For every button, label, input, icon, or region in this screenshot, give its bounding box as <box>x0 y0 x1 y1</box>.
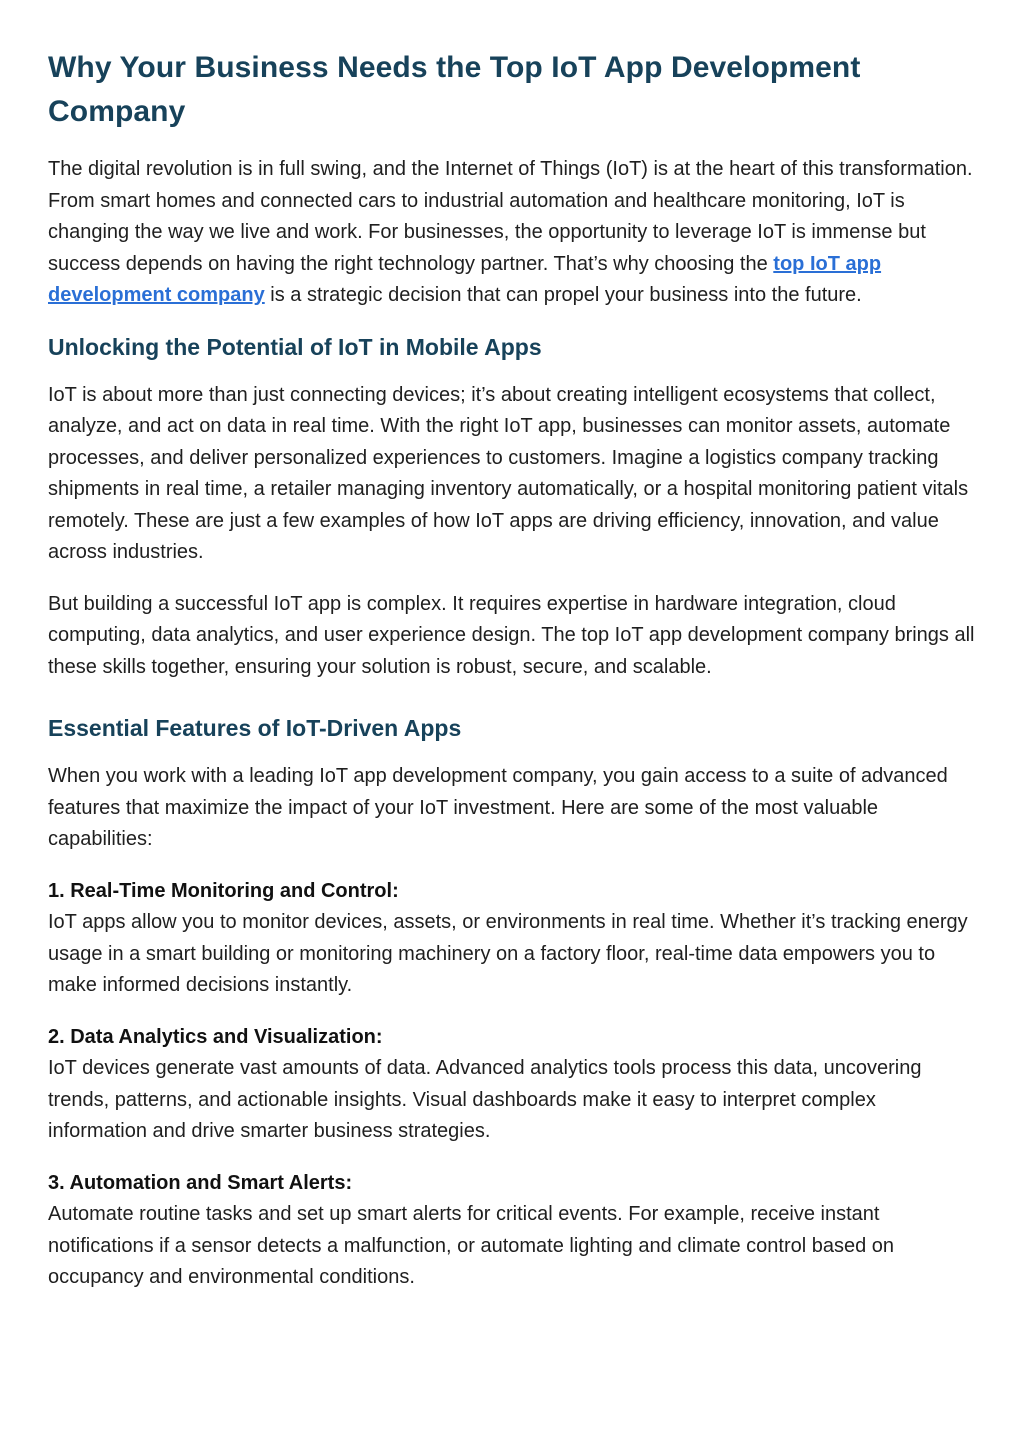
section2-intro-paragraph: When you work with a leading IoT app development company, you gain access to a suite of advanced features that maximize the impact of your IoT investment. Here are some of the most valuable capabilities: <box>48 765 948 850</box>
top-iot-company-link[interactable]: top IoT app development company <box>48 252 882 306</box>
intro-text-before-link: The digital revolution is in full swing, and the Internet of Things (IoT) is at the heart of this transformation. From smart homes and connected cars to industrial automation and healthcare monitoring, IoT is changing the way we live and work. For businesses, the opportunity to leverage IoT is immense but success depends on having the right technology partner. That’s why choosing the <box>48 158 973 275</box>
intro-text-after-link: is a strategic decision that can propel your business into the future. <box>264 284 862 306</box>
feature-title: 3. Automation and Smart Alerts: <box>48 1171 353 1194</box>
section-heading-unlocking-potential: Unlocking the Potential of IoT in Mobile Apps <box>48 333 542 360</box>
section1-paragraph: IoT is about more than just connecting devices; it’s about creating intelligent ecosystems that collect, analyze, and act on data in real time. With the right IoT app, businesses can monitor assets, automate processes, and deliver personalized experiences to customers. Imagine a logistics company tracking shipments in real time, a retailer managing inventory automatically, or a hospital monitoring patient vitals remotely. These are just a few examples of how IoT apps are driving efficiency, innovation, and value across industries. <box>48 383 969 563</box>
page-title: Why Your Business Needs the Top IoT App Development Company <box>48 51 861 128</box>
section1-paragraph: But building a successful IoT app is complex. It requires expertise in hardware integration, cloud computing, data analytics, and user experience design. The top IoT app development company brings all these skills together, ensuring your solution is robust, secure, and scalable. <box>48 592 975 678</box>
intro-paragraph <box>48 154 976 312</box>
feature-description: IoT apps allow you to monitor devices, assets, or environments in real time. Whether it’s tracking energy usage in a smart building or monitoring machinery on a factory floor, real-time data empowers you to make informed decisions instantly. <box>48 911 968 996</box>
feature-description: Automate routine tasks and set up smart alerts for critical events. For example, receive instant notifications if a sensor detects a malfunction, or automate lighting and climate control based on occupancy and environmental conditions. <box>48 1203 895 1288</box>
feature-item <box>48 876 976 1002</box>
feature-title: 2. Data Analytics and Visualization: <box>48 1025 383 1048</box>
feature-item <box>48 1022 976 1148</box>
feature-title: 1. Real-Time Monitoring and Control: <box>48 879 399 902</box>
feature-description: IoT devices generate vast amounts of data. Advanced analytics tools process this data, uncovering trends, patterns, and actionable insights. Visual dashboards make it easy to interpret complex information and drive smarter business strategies. <box>48 1057 922 1142</box>
section-heading-essential-features: Essential Features of IoT-Driven Apps <box>48 715 462 741</box>
feature-item <box>48 1168 976 1294</box>
